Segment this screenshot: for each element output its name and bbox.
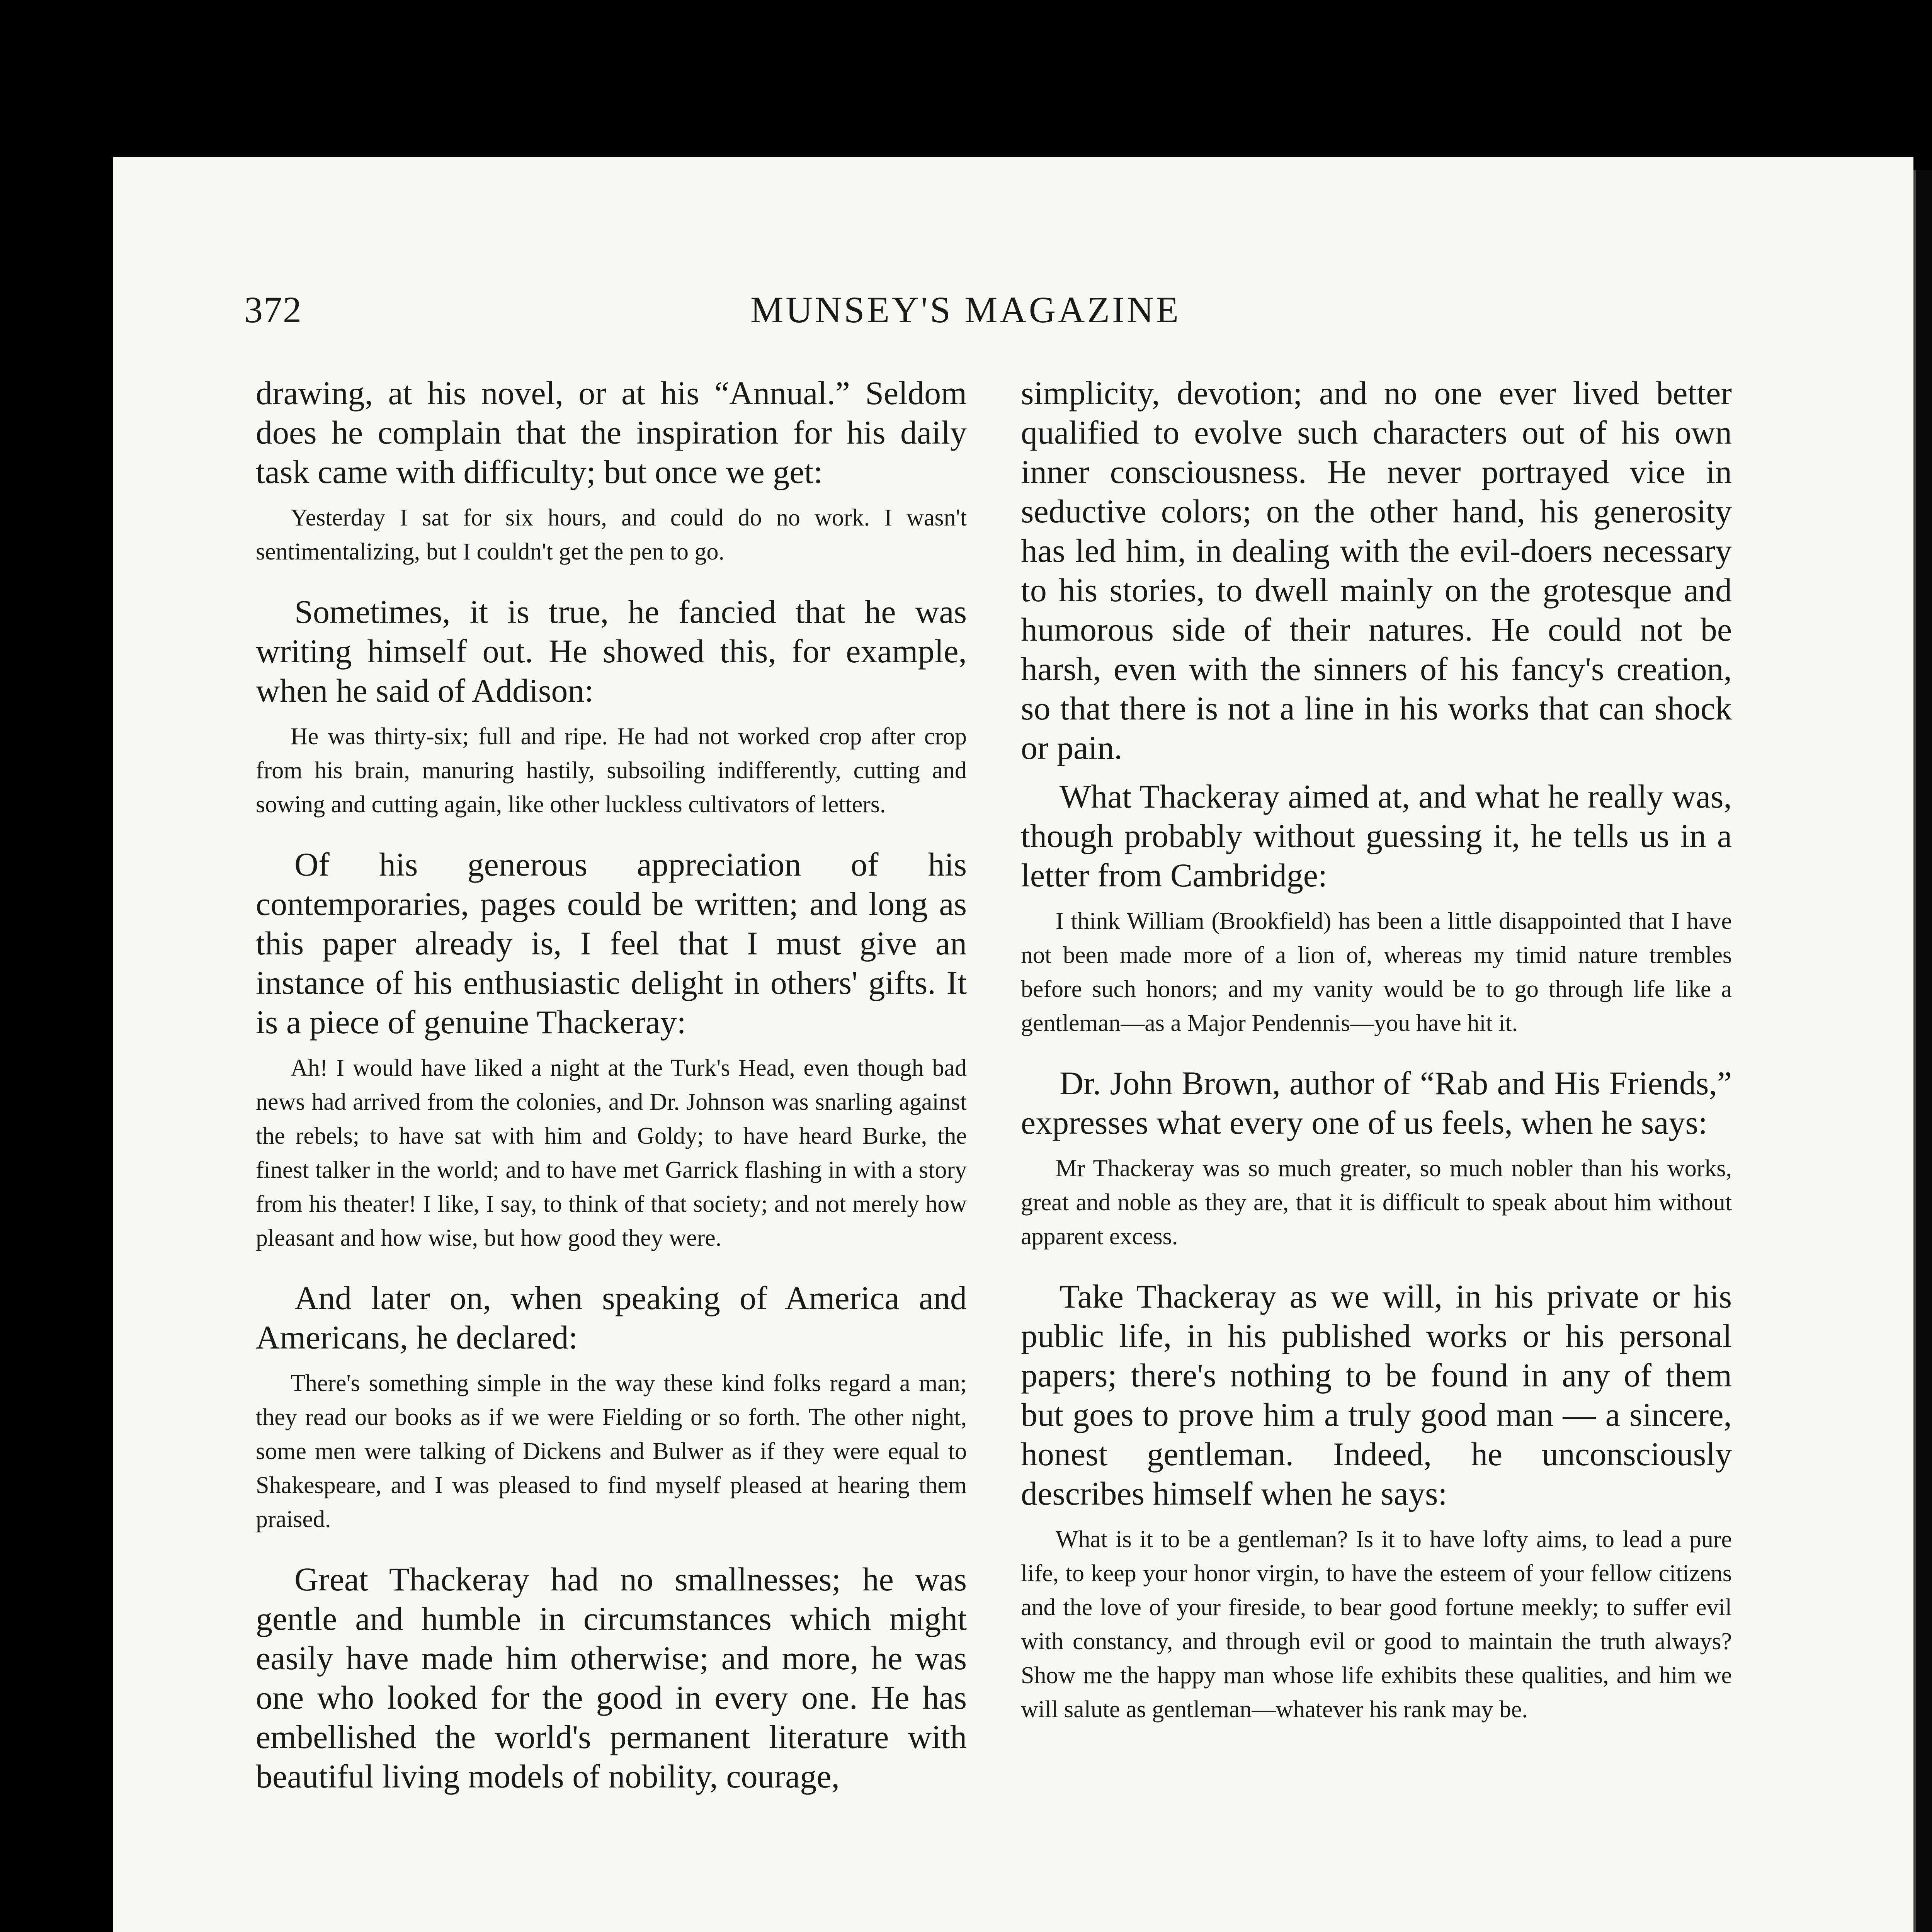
magazine-page [113, 157, 1913, 1932]
block-quote: Yesterday I sat for six hours, and could do no work. I wasn't sentimentalizing, but I couldn't get the pen to go. [256, 505, 967, 565]
body-paragraph: Of his generous appreciation of his contemporaries, pages could be written; and long as this paper already is, I feel that I must give an instance of his enthusiastic delight in others' gifts. It is a piece of genuine Thackeray: [256, 846, 967, 1041]
body-paragraph: What Thackeray aimed at, and what he really was, though probably without guessing it, he tells us in a letter from Cambridge: [1021, 778, 1732, 894]
block-quote: Mr Thackeray was so much greater, so much nobler than his works, great and noble as they are, that it is difficult to speak about him without apparent excess. [1021, 1155, 1732, 1250]
right-column [1021, 373, 1732, 1750]
body-paragraph: Dr. John Brown, author of “Rab and His Friends,” expresses what every one of us feels, when he says: [1021, 1065, 1732, 1141]
magazine-title: MUNSEY'S MAGAZINE [750, 289, 1181, 330]
page-edge-shadow [1913, 170, 1932, 1932]
left-column [256, 373, 967, 1805]
page-header [244, 288, 1334, 335]
block-quote: Ah! I would have liked a night at the Turk's Head, even though bad news had arrived from the colonies, and Dr. Johnson was snarling against the rebels; to have sat with him and Goldy; to have heard Burke, the finest talker in the world; and to have met Garrick flashing in with a story from his theater! I like, I say, to think of that society; and not merely how pleasant and how wise, but how good they were. [256, 1055, 967, 1251]
block-quote: What is it to be a gentleman? Is it to have lofty aims, to lead a pure life, to keep your honor virgin, to have the esteem of your fellow citizens and the love of your fireside, to bear good fortune meekly; to suffer evil with constancy, and through evil or good to maintain the truth always? Show me the happy man whose life exhibits these qualities, and him we will salute as gentleman—whatever his rank may be. [1021, 1526, 1732, 1723]
block-quote: I think William (Brookfield) has been a little disappointed that I have not been made more of a lion of, whereas my timid nature trembles before such honors; and my vanity would be to go through life like a gentleman—as a Major Pendennis—you have hit it. [1021, 908, 1732, 1036]
block-quote: He was thirty-six; full and ripe. He had not worked crop after crop from his brain, manuring hastily, subsoiling indifferently, cutting and sowing and cutting again, like other luckless cultivators of letters. [256, 723, 967, 818]
page-number: 372 [244, 289, 302, 330]
body-paragraph: And later on, when speaking of America and Americans, he declared: [256, 1279, 967, 1356]
body-paragraph: simplicity, devotion; and no one ever lived better qualified to evolve such characters out of his own inner consciousness. He never portrayed vice in seductive colors; on the other hand, his generosity has led him, in dealing with the evil-doers necessary to his stories, to dwell mainly on the grotesque and humorous side of their natures. He could not be harsh, even with the sinners of his fancy's creation, so that there is not a line in his works that can shock or pain. [1021, 374, 1732, 766]
body-paragraph: Sometimes, it is true, he fancied that he was writing himself out. He showed this, for example, when he said of Addison: [256, 593, 967, 709]
body-paragraph: drawing, at his novel, or at his “Annual.” Seldom does he complain that the inspiration for his daily task came with difficulty; but once we get: [256, 374, 967, 490]
block-quote: There's something simple in the way these kind folks regard a man; they read our books as if we were Fielding or so forth. The other night, some men were talking of Dickens and Bulwer as if they were equal to Shakespeare, and I was pleased to find myself pleased at hearing them praised. [256, 1370, 967, 1532]
body-paragraph: Great Thackeray had no smallnesses; he was gentle and humble in circumstances which might easily have made him otherwise; and more, he was one who looked for the good in every one. He has embellished the world's permanent literature with beautiful living models of nobility, courage, [256, 1561, 967, 1795]
body-paragraph: Take Thackeray as we will, in his private or his public life, in his published works or his personal papers; there's nothing to be found in any of them but goes to prove him a truly good man — a sincere, honest gentleman. Indeed, he unconsciously describes himself when he says: [1021, 1278, 1732, 1512]
